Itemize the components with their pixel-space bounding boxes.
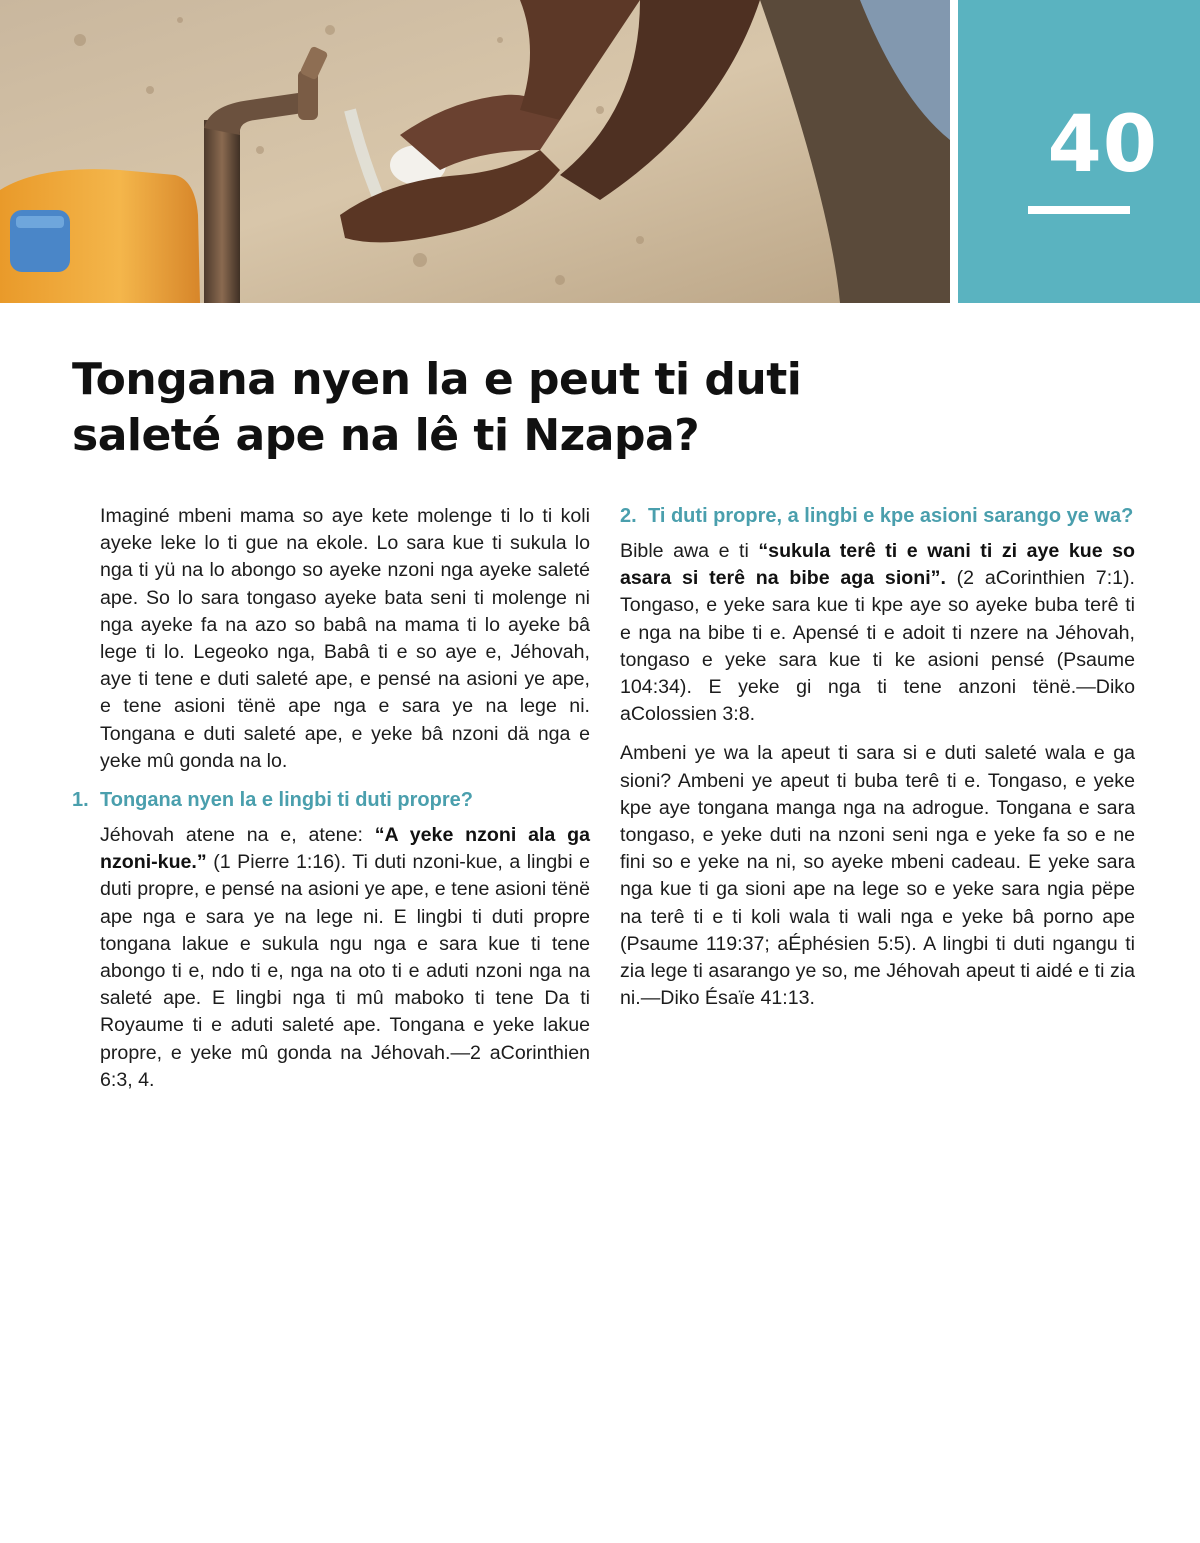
header-photo xyxy=(0,0,950,303)
lesson-number: 40 xyxy=(1047,100,1158,190)
left-column xyxy=(72,503,590,1106)
section-2-number: 2. xyxy=(620,505,637,527)
hand-washing-photo-icon xyxy=(0,0,950,303)
section-1-title: Tongana nyen la e lingbi ti duti propre? xyxy=(100,789,473,812)
section-1-text-b: (1 Pierre 1:16). Ti duti nzoni-kue, a lingbi e duti propre, e pensé na asioni ye ape, e tene asioni tënë ape nga e sara ye na lege ni. E lingbi ti duti propre tongana lakue e sukula ngu nga e sara kue ti tene abongo ti e, ndo ti e, nga na oto ti e aduti nzoni nga na saleté ape. E lingbi nga ti mû maboko ti tene Da ti Royaume ti e aduti saleté ape. Tongana e yeke lakue propre, e yeke mû gonda na Jéhovah.—2 aCorinthien 6:3, 4. xyxy=(100,851,590,1091)
section-2-paragraph-2: Ambeni ye wa la apeut ti sara si e duti saleté wala e ga sioni? Ambeni ye apeut ti buba terê ti e. Tongaso, e yeke kpe aye tongana manga nga na adrogue. Tongana e sara tongaso, e yeke duti na nzoni seni nga e yeke fa so e ne fini so e yeke na ni, so ayeke mbeni cadeau. E yeke sara nga kue ti ga sioni ape na lege so e yeke sara ngia pëpe na terê ti e ti koli wala ti wali nga e yeke bâ porno ape (Psaume 119:37; aÉphésien 5:5). A lingbi ti duti ngangu ti zia lege ti asarango ye so, me Jéhovah apeut ti aidé e ti zia ni.—Diko Ésaïe 41:13. xyxy=(620,742,1135,1010)
section-1-heading xyxy=(72,787,590,814)
section-2-quote: “sukula terê ti e wani ti zi aye kue so asara si terê na bibe aga sioni”. xyxy=(620,540,1135,590)
section-2-paragraph-1 xyxy=(620,538,1135,728)
right-column xyxy=(620,503,1135,1024)
lesson-number-block xyxy=(958,0,1200,303)
section-1-text-a: Jéhovah atene na e, atene: xyxy=(100,824,375,847)
section-1-number: 1. xyxy=(72,789,89,812)
section-1-quote: “A yeke nzoni ala ga nzoni-kue.” xyxy=(100,824,590,874)
section-2-text-a: Bible awa e ti xyxy=(620,540,759,562)
lesson-number-underline xyxy=(1028,206,1130,214)
section-2-text-b: (2 aCorinthien 7:1). Tongaso, e yeke sara kue ti kpe aye so ayeke buba terê ti e nga na bibe ti e. Apensé ti e adoit ti nzere na Jéhovah, tongaso e yeke sara kue ti ke asioni pensé (Psaume 104:34). E yeke gi nga ti tene anzoni tënë.—Diko aColossien 3:8. xyxy=(620,567,1136,726)
page-title: Tongana nyen la e peut ti duti saleté ape na lê ti Nzapa? xyxy=(72,354,802,461)
section-1-paragraph xyxy=(72,822,590,1094)
section-2-heading xyxy=(620,503,1135,530)
section-2-title: Ti duti propre, a lingbi e kpe asioni sarango ye wa? xyxy=(648,505,1134,527)
intro-paragraph: Imaginé mbeni mama so aye kete molenge ti lo ti koli ayeke leke lo ti gue na ekole. Lo sara kue ti sukula lo nga ti yü na lo abongo so ayeke nzoni nga ayeke saleté ape. So lo sara tongaso ayeke bata seni ti molenge ni nga ayeke fa na azo so babâ na mama ti lo ayeke bâ lege ti lo. Legeoko nga, Babâ ti e so aye e, Jéhovah, aye ti tene e duti saleté ape, e pensé na asioni ye ape, e tene asioni tënë ape nga e sara ye na lege ni. Tongana e duti saleté ape, e yeke bâ nzoni dä nga e yeke mû gonda na lo. xyxy=(100,505,590,772)
